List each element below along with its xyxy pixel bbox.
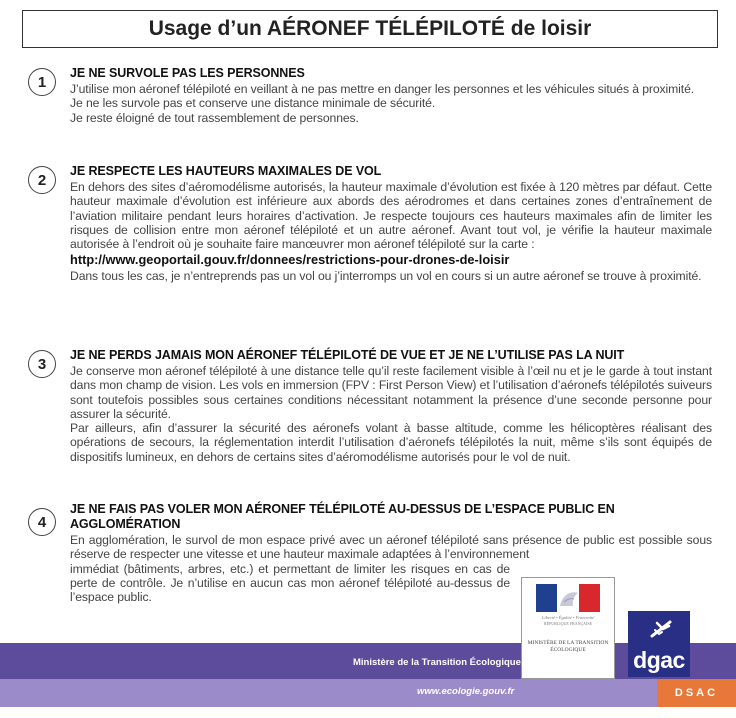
ministry-logo — [521, 577, 615, 679]
section-number-4: 4 — [28, 508, 56, 536]
marianne-ministry-name: MINISTÈRE DE LA TRANSITION ÉCOLOGIQUE — [527, 640, 609, 653]
section-number-2: 2 — [28, 166, 56, 194]
section-number-1: 1 — [28, 68, 56, 96]
footer-website-link[interactable]: www.ecologie.gouv.fr — [417, 686, 515, 697]
aircraft-icon — [648, 616, 674, 642]
footer-ministry: Ministère de la Transition Écologique — [353, 657, 521, 668]
section-3-paragraph-2: Par ailleurs, afin d’assurer la sécurité des aéronefs volant à basse altitude, comme les hélicoptères réalisant des opérations de secours, la réglementation interdit l’utilisation d’aéronefs télépilotés la nuit, même s’ils sont équipés de dispositifs lumineux, en dehors de certains sites d’aéromodélisme autorisés pour le vol de nuit. — [70, 421, 712, 464]
section-4-paragraph-2: immédiat (bâtiments, arbres, etc.) et permettant de limiter les risques en cas de perte de contrôle. Je n’utilise en aucun cas mon aéronef télépiloté au-dessus de l’espace public. — [70, 561, 510, 605]
section-1-paragraph-1: J’utilise mon aéronef télépiloté en veillant à ne pas mettre en danger les personnes et les véhicules situés à proximité. — [70, 82, 695, 96]
section-2-content — [70, 164, 712, 284]
section-1-heading: JE NE SURVOLE PAS LES PERSONNES — [70, 66, 305, 80]
section-4-paragraph-1: En agglomération, le survol de mon espace privé avec un aéronef télépiloté sans présence de public est possible sous réserve de respecter une vitesse et une hauteur maximale adaptées à l’environnement — [70, 533, 712, 562]
section-2-paragraph-1: En dehors des sites d’aéromodélisme autorisés, la hauteur maximale d’évolution est fixée à 120 mètres par défaut. Cette hauteur maximale d’évolution est inférieure aux abords des aérodromes et dans certaines zones d’entraînement de l’aviation militaire pendant leurs horaires d’activation. Je respecte toujours ces hauteurs maximales afin de limiter les risques de collision entre mon aéronef télépiloté et un autre aéronef. Avant tout vol, je vérifie la hauteur maximale autorisée à l’endroit où je souhaite faire manœuvrer mon aéronef télépiloté sur la carte : — [70, 180, 712, 252]
marianne-flag-icon — [536, 584, 600, 612]
section-1 — [22, 66, 712, 154]
section-2 — [22, 164, 712, 340]
geoportail-link[interactable]: http://www.geoportail.gouv.fr/donnees/restrictions-pour-drones-de-loisir — [70, 252, 510, 268]
section-3-content — [70, 348, 712, 464]
section-3 — [22, 348, 712, 494]
section-4-content — [70, 502, 712, 604]
section-1-paragraph-3: Je reste éloigné de tout rassemblement de personnes. — [70, 110, 359, 125]
section-1-content — [70, 66, 712, 125]
page-title: Usage d’un AÉRONEF TÉLÉPILOTÉ de loisir — [22, 10, 718, 48]
section-3-heading: JE NE PERDS JAMAIS MON AÉRONEF TÉLÉPILOTÉ DE VUE ET JE NE L’UTILISE PAS LA NUIT — [70, 348, 625, 362]
dsac-badge: DSAC — [657, 679, 736, 707]
section-1-paragraph-2: Je ne les survole pas et conserve une distance minimale de sécurité. — [70, 96, 436, 111]
section-number-3: 3 — [28, 350, 56, 378]
section-2-paragraph-after: Dans tous les cas, je n’entreprends pas un vol ou j’interromps un vol en cours si un autre aéronef se trouve à proximité. — [70, 269, 702, 284]
footer-band-light — [0, 679, 736, 707]
section-3-paragraph-1: Je conserve mon aéronef télépiloté à une distance telle qu’il reste facilement visible à l’œil nu et je le garde à tout instant dans mon champ de vision. Les vols en immersion (FPV : First Person View) et l’utilisation d’aéronefs télépilotés suiveurs sont toutefois possibles sous certaines conditions nécessitant notamment la présence d’une seconde personne pour assurer la sécurité. — [70, 364, 712, 421]
marianne-republic: RÉPUBLIQUE FRANÇAISE — [543, 621, 593, 626]
section-2-heading: JE RESPECTE LES HAUTEURS MAXIMALES DE VOL — [70, 164, 382, 178]
section-4-heading: JE NE FAIS PAS VOLER MON AÉRONEF TÉLÉPILOTÉ AU-DESSUS DE L’ESPACE PUBLIC EN AGGLOMÉRATION — [70, 502, 615, 531]
dgac-logo — [628, 611, 690, 677]
dgac-wordmark: dgac — [633, 647, 685, 673]
marianne-motto: Liberté • Égalité • Fraternité — [541, 615, 595, 620]
